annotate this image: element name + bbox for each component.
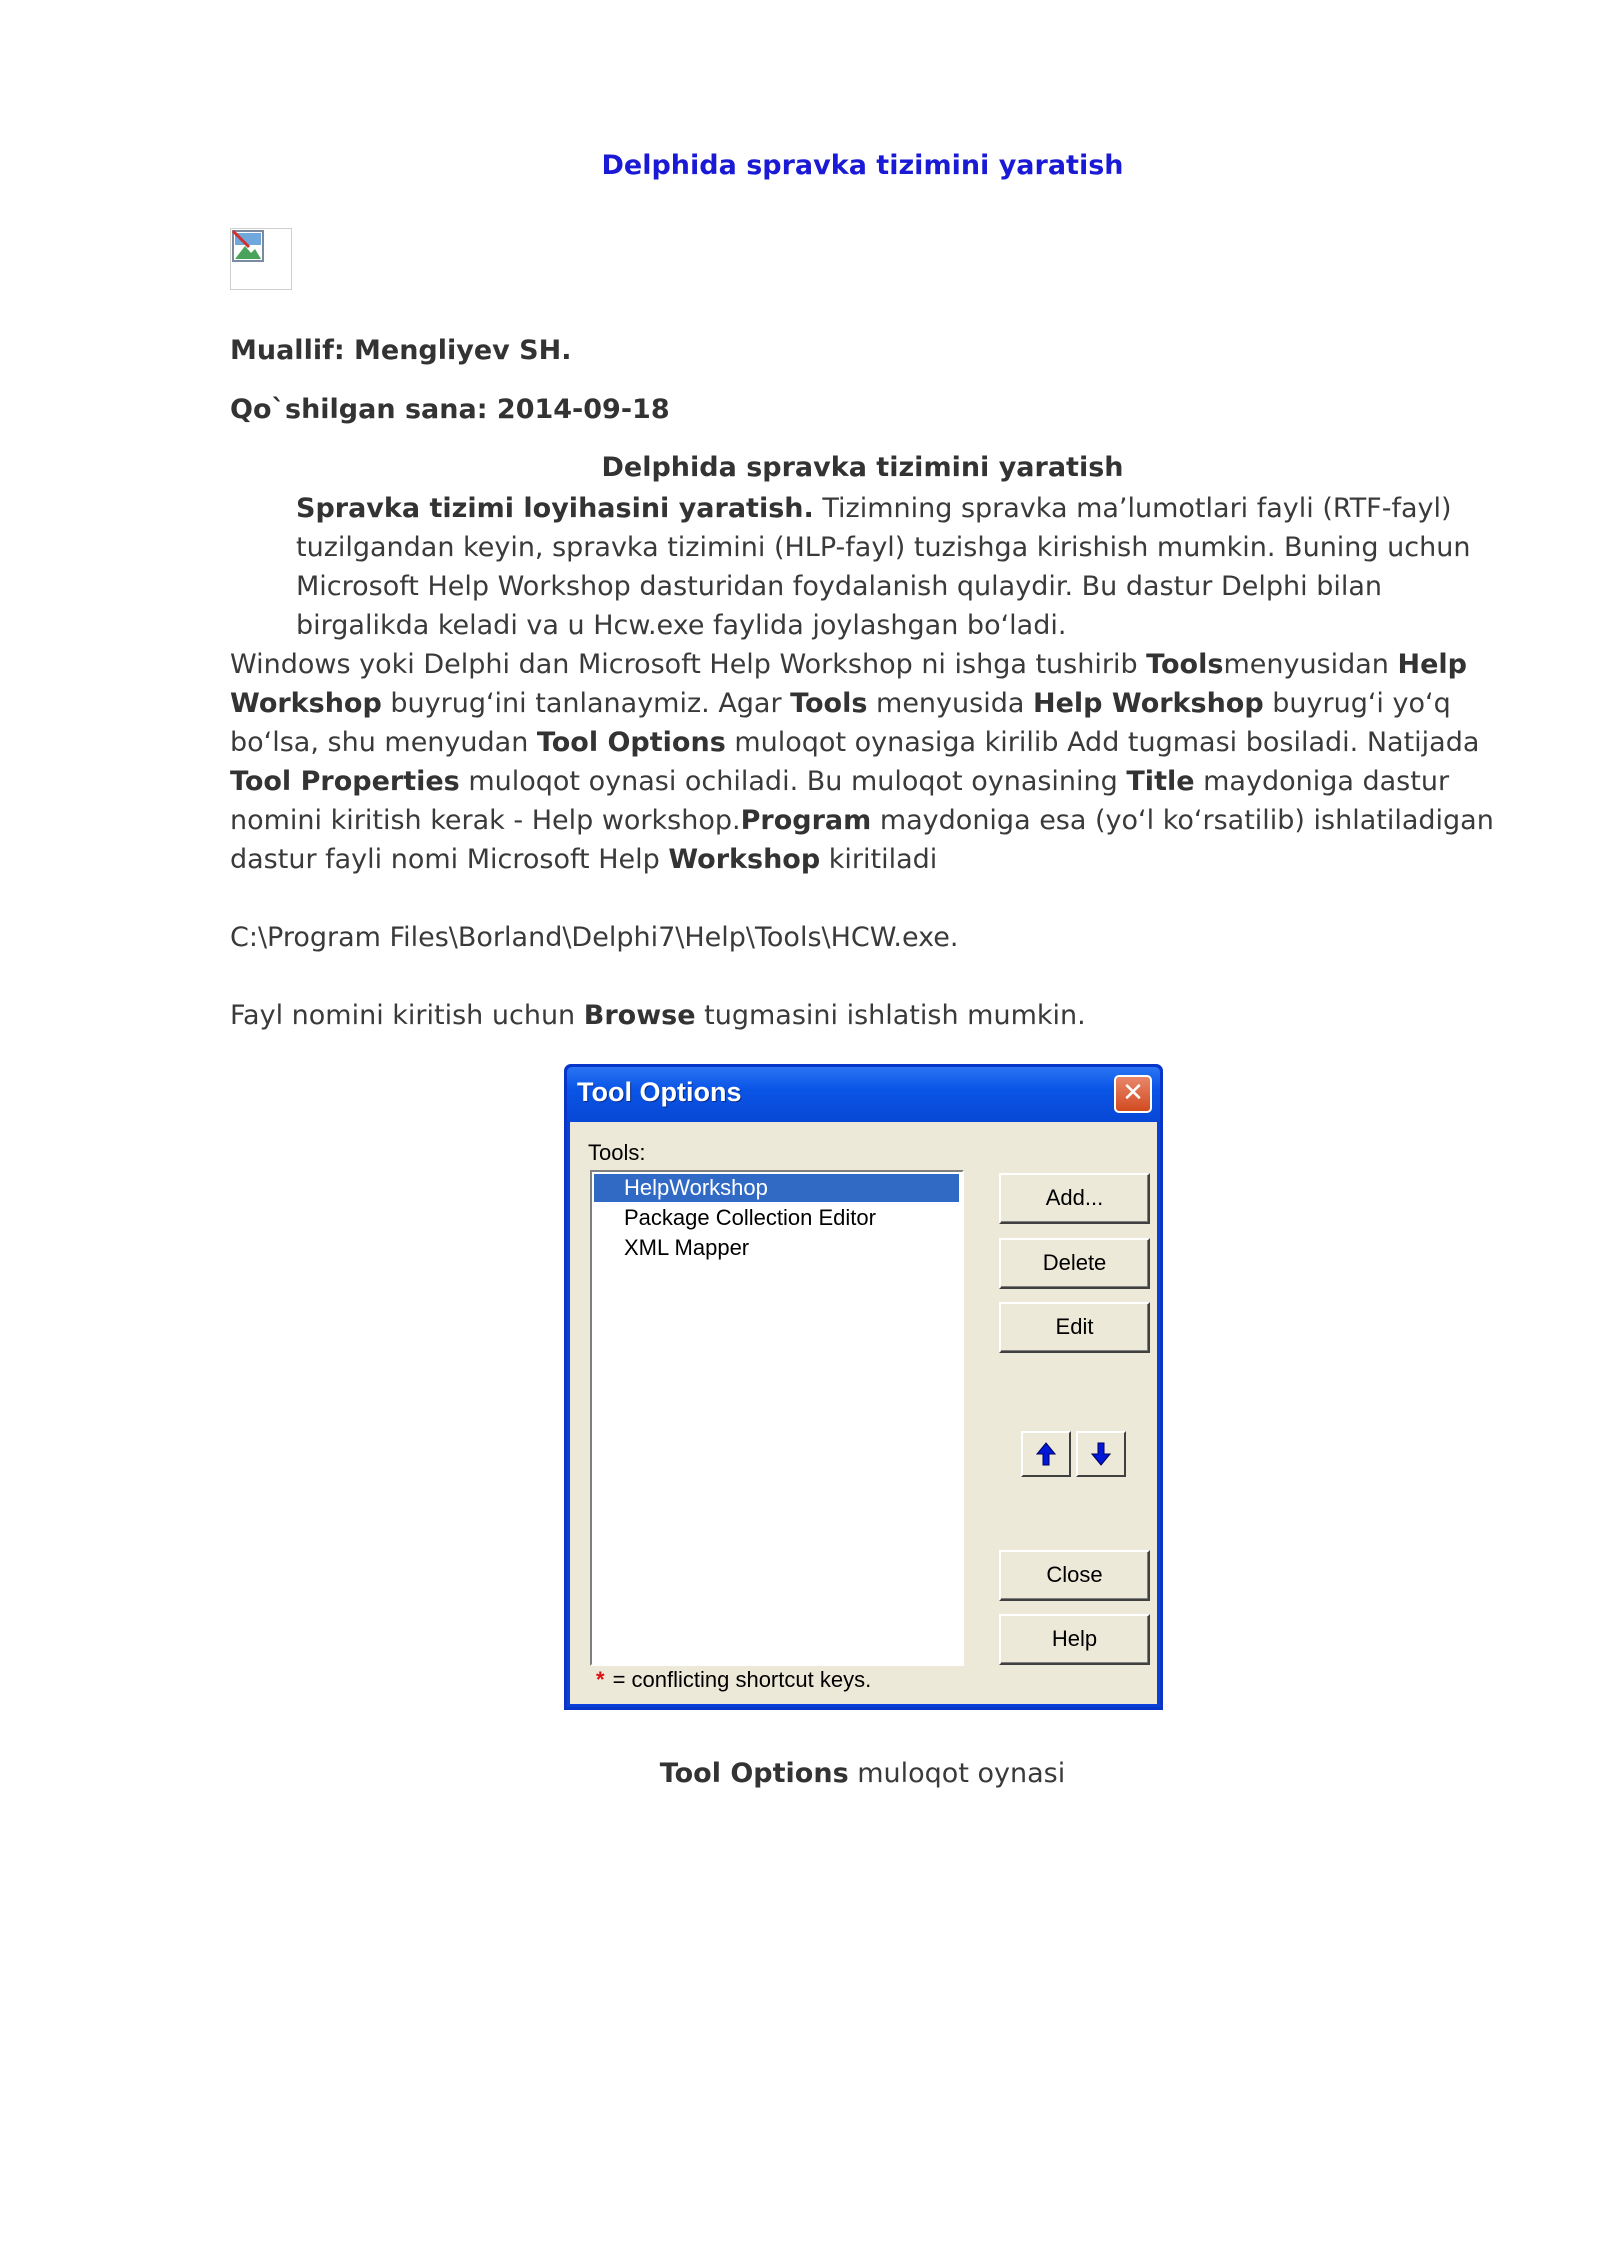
arrow-up-icon (1036, 1442, 1056, 1466)
bold-run: Workshop (668, 844, 821, 875)
text-run: buyrug‘ini tanlanaymiz. Agar (381, 688, 791, 719)
text-run: kiritiladi (820, 844, 938, 875)
list-item-helpworkshop[interactable]: HelpWorkshop (594, 1174, 959, 1202)
paragraph-intro (230, 489, 1510, 645)
bold-run: Title (1126, 766, 1195, 797)
path-line: C:\Program Files\Borland\Delphi7\Help\Tools\HCW.exe. (230, 922, 959, 953)
hint-text: = conflicting shortcut keys. (612, 1667, 872, 1692)
bold-phrase: Spravka tizimi loyihasini yaratish. (296, 493, 814, 524)
tools-listbox[interactable] (590, 1170, 964, 1666)
spacer (230, 879, 1510, 918)
article-heading: Delphida spravka tizimini yaratish (601, 452, 1124, 483)
text-run: muloqot oynasi ochiladi. Bu muloqot oynasining (459, 766, 1127, 797)
bold-run: Tools (790, 688, 868, 719)
text-run: menyusidan (1223, 649, 1398, 680)
paragraph-browse (230, 996, 1510, 1035)
move-up-button[interactable] (1021, 1431, 1071, 1477)
dialog-client (570, 1122, 1157, 1704)
figure-caption (230, 1758, 1495, 1789)
text-run: menyusida (867, 688, 1033, 719)
delete-button[interactable]: Delete (999, 1238, 1150, 1289)
list-item-package-collection-editor[interactable]: Package Collection Editor (624, 1205, 876, 1230)
date-line: Qo`shilgan sana: 2014-09-18 (230, 394, 670, 425)
bold-run: Help Workshop (230, 649, 1468, 719)
bold-run: Program (740, 805, 872, 836)
dialog-title: Tool Options (577, 1077, 742, 1107)
paragraph-instructions (230, 645, 1510, 879)
document-title[interactable]: Delphida spravka tizimini yaratish (601, 150, 1124, 181)
text-run: buyrug‘i yo‘q bo‘lsa, shu menyudan (230, 688, 1451, 758)
spacer (230, 957, 1510, 996)
bold-run: Tool Properties (230, 766, 460, 797)
bold-run: Browse (583, 1000, 696, 1031)
author-line: Muallif: Mengliyev SH. (230, 335, 572, 366)
close-button[interactable]: Close (999, 1550, 1150, 1601)
text-run: maydoniga esa (yo‘l ko‘rsatilib) ishlatiladigan dastur fayli nomi Microsoft Help (230, 805, 1494, 875)
dialog-titlebar[interactable] (567, 1067, 1160, 1122)
add-button[interactable]: Add... (999, 1173, 1150, 1224)
close-icon[interactable]: ✕ (1114, 1075, 1152, 1113)
text-run: muloqot oynasiga kirilib Add tugmasi bosiladi. Natijada (725, 727, 1480, 758)
move-down-button[interactable] (1076, 1431, 1126, 1477)
bold-run: Help Workshop (1032, 688, 1264, 719)
help-button[interactable]: Help (999, 1614, 1150, 1665)
tool-options-dialog (564, 1064, 1163, 1710)
tools-label: Tools: (588, 1140, 646, 1165)
bold-run: Tool Options (659, 1758, 849, 1789)
paragraph-text: Tizimning spravka ma’lumotlari fayli (RTF-fayl) tuzilgandan keyin, spravka tizimini (HLP-fayl) tuzishga kirishish mumkin. Buning uchun Microsoft Help Workshop dasturidan foydalanish qulaydir. Bu dastur Delphi bilan birgalikda keladi va u Hcw.exe faylida joylashgan bo‘ladi. (296, 493, 1471, 641)
text-run: Windows yoki Delphi dan Microsoft Help Workshop ni ishga tushirib (230, 649, 1147, 680)
conflict-star-icon: * (596, 1667, 605, 1692)
edit-button[interactable]: Edit (999, 1302, 1150, 1353)
arrow-down-icon (1091, 1442, 1111, 1466)
bold-run: Tools (1146, 649, 1224, 680)
text-run: Fayl nomini kiritish uchun (230, 1000, 584, 1031)
text-run: muloqot oynasi (848, 1758, 1066, 1789)
text-run: tugmasini ishlatish mumkin. (695, 1000, 1086, 1031)
text-run: maydoniga dastur nomini kiritish kerak - Help workshop. (230, 766, 1450, 836)
bold-run: Tool Options (536, 727, 726, 758)
list-item-xml-mapper[interactable]: XML Mapper (624, 1235, 750, 1260)
shortcut-hint (596, 1667, 871, 1693)
article-body (230, 489, 1510, 1035)
broken-image-icon (230, 228, 292, 290)
